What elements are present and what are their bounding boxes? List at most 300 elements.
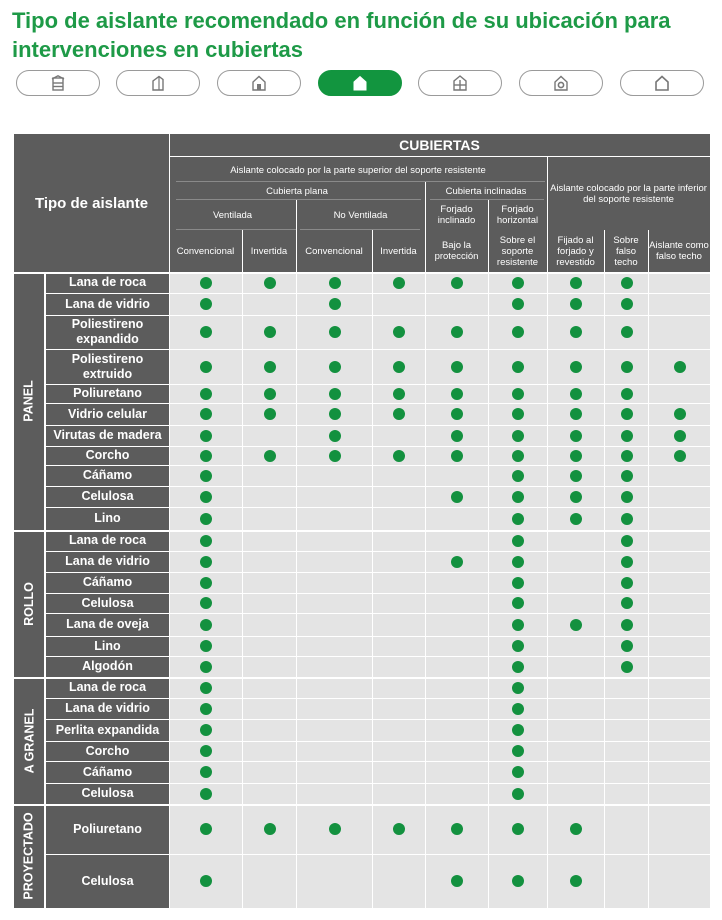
table-cell bbox=[547, 384, 604, 403]
recommended-dot bbox=[512, 513, 524, 525]
recommended-dot bbox=[264, 361, 276, 373]
table-cell bbox=[242, 315, 296, 349]
table-cell bbox=[488, 677, 547, 698]
table-cell bbox=[547, 425, 604, 446]
table-cell bbox=[169, 741, 242, 761]
table-cell bbox=[296, 636, 372, 656]
recommended-dot bbox=[200, 470, 212, 482]
recommended-dot bbox=[674, 361, 686, 373]
table-cell bbox=[425, 403, 488, 425]
table-cell bbox=[242, 698, 296, 719]
recommended-dot bbox=[264, 277, 276, 289]
table-cell bbox=[604, 854, 648, 908]
recommended-dot bbox=[329, 326, 341, 338]
recommended-dot bbox=[329, 430, 341, 442]
table-cell bbox=[648, 677, 710, 698]
recommended-dot bbox=[512, 788, 524, 800]
table-cell bbox=[169, 593, 242, 613]
column-header: Invertida bbox=[242, 230, 296, 272]
recommended-dot bbox=[264, 408, 276, 420]
table-cell bbox=[372, 486, 425, 507]
table-cell bbox=[604, 636, 648, 656]
table-cell bbox=[547, 656, 604, 677]
recommended-dot bbox=[200, 823, 212, 835]
table-cell bbox=[169, 551, 242, 572]
row-label: Lino bbox=[46, 507, 169, 530]
recommended-dot bbox=[512, 682, 524, 694]
table-cell bbox=[372, 741, 425, 761]
recommended-dot bbox=[200, 361, 212, 373]
recommended-dot bbox=[200, 326, 212, 338]
table-cell bbox=[488, 593, 547, 613]
table-cell bbox=[296, 384, 372, 403]
table-cell bbox=[648, 761, 710, 783]
table-cell bbox=[242, 741, 296, 761]
table-cell bbox=[372, 854, 425, 908]
table-cell bbox=[488, 636, 547, 656]
row-divider bbox=[46, 741, 710, 742]
table-cell bbox=[242, 507, 296, 530]
row-label: Poliestireno expandido bbox=[46, 315, 169, 349]
table-cell bbox=[425, 315, 488, 349]
table-cell bbox=[488, 465, 547, 486]
recommended-dot bbox=[451, 875, 463, 887]
table-cell bbox=[547, 761, 604, 783]
table-cell bbox=[604, 465, 648, 486]
recommended-dot bbox=[451, 326, 463, 338]
table-cell bbox=[169, 636, 242, 656]
table-cell bbox=[372, 446, 425, 465]
table-cell bbox=[242, 719, 296, 741]
table-cell bbox=[547, 551, 604, 572]
row-label: Cáñamo bbox=[46, 572, 169, 593]
recommended-dot bbox=[621, 450, 633, 462]
recommended-dot bbox=[393, 823, 405, 835]
table-cell bbox=[296, 854, 372, 908]
recommended-dot bbox=[451, 277, 463, 289]
recommended-dot bbox=[451, 491, 463, 503]
row-divider bbox=[46, 593, 710, 594]
table-cell bbox=[372, 593, 425, 613]
table-cell bbox=[242, 530, 296, 551]
table-cell bbox=[648, 656, 710, 677]
table-cell bbox=[296, 403, 372, 425]
table-cell bbox=[648, 741, 710, 761]
table-cell bbox=[372, 551, 425, 572]
table-cell bbox=[296, 293, 372, 315]
row-label: Lana de roca bbox=[46, 272, 169, 293]
table-cell bbox=[296, 446, 372, 465]
table-cell bbox=[169, 446, 242, 465]
table-cell bbox=[372, 761, 425, 783]
recommended-dot bbox=[621, 277, 633, 289]
table-cell bbox=[604, 677, 648, 698]
table-cell bbox=[242, 593, 296, 613]
table-cell bbox=[547, 272, 604, 293]
recommended-dot bbox=[451, 361, 463, 373]
table-cell bbox=[547, 403, 604, 425]
recommended-dot bbox=[200, 875, 212, 887]
column-header: Convencional bbox=[169, 230, 242, 272]
recommended-dot bbox=[512, 724, 524, 736]
table-cell bbox=[604, 698, 648, 719]
recommended-dot bbox=[621, 326, 633, 338]
recommended-dot bbox=[329, 450, 341, 462]
row-label: Poliuretano bbox=[46, 384, 169, 403]
table-cell bbox=[604, 613, 648, 636]
table-cell bbox=[296, 315, 372, 349]
table-cell bbox=[296, 593, 372, 613]
recommended-dot bbox=[200, 277, 212, 289]
group-label-text: A GRANEL bbox=[22, 708, 37, 773]
table-cell bbox=[648, 486, 710, 507]
row-label: Poliuretano bbox=[46, 804, 169, 854]
recommended-dot bbox=[512, 450, 524, 462]
table-cell bbox=[488, 425, 547, 446]
table-cell bbox=[547, 486, 604, 507]
recommended-dot bbox=[621, 597, 633, 609]
row-label: Lana de roca bbox=[46, 677, 169, 698]
row-divider bbox=[46, 761, 710, 762]
recommended-dot bbox=[200, 703, 212, 715]
column-header: Invertida bbox=[372, 230, 425, 272]
row-label: Celulosa bbox=[46, 593, 169, 613]
column-header: Convencional bbox=[296, 230, 372, 272]
table-cell bbox=[648, 315, 710, 349]
table-cell bbox=[169, 530, 242, 551]
row-label: Perlita expandida bbox=[46, 719, 169, 741]
table-cell bbox=[296, 272, 372, 293]
row-label: Algodón bbox=[46, 656, 169, 677]
group-label bbox=[14, 272, 44, 530]
table-cell bbox=[547, 741, 604, 761]
header-no-ventilada: No Ventilada bbox=[296, 200, 425, 230]
table-cell bbox=[372, 636, 425, 656]
recommended-dot bbox=[200, 430, 212, 442]
table-cell bbox=[604, 783, 648, 804]
header-ventilada: Ventilada bbox=[169, 200, 296, 230]
group-label bbox=[14, 677, 44, 804]
recommended-dot bbox=[621, 430, 633, 442]
table-cell bbox=[169, 656, 242, 677]
row-label: Lana de vidrio bbox=[46, 551, 169, 572]
recommended-dot bbox=[512, 535, 524, 547]
recommended-dot bbox=[451, 408, 463, 420]
recommended-dot bbox=[621, 535, 633, 547]
divider bbox=[648, 230, 649, 272]
recommended-dot bbox=[451, 430, 463, 442]
table-cell bbox=[604, 403, 648, 425]
table-cell bbox=[242, 403, 296, 425]
row-divider bbox=[46, 349, 710, 350]
table-cell bbox=[547, 446, 604, 465]
table-cell bbox=[547, 572, 604, 593]
table-cell bbox=[425, 593, 488, 613]
table-cell bbox=[425, 854, 488, 908]
table-cell bbox=[604, 507, 648, 530]
recommended-dot bbox=[512, 326, 524, 338]
recommended-dot bbox=[451, 823, 463, 835]
recommended-dot bbox=[393, 277, 405, 289]
recommended-dot bbox=[570, 491, 582, 503]
row-divider bbox=[46, 403, 710, 404]
row-divider bbox=[46, 384, 710, 385]
recommended-dot bbox=[570, 430, 582, 442]
table-cell bbox=[648, 636, 710, 656]
recommended-dot bbox=[512, 556, 524, 568]
recommended-dot bbox=[451, 388, 463, 400]
recommended-dot bbox=[621, 298, 633, 310]
table-cell bbox=[169, 804, 242, 854]
recommended-dot bbox=[570, 875, 582, 887]
table-cell bbox=[648, 293, 710, 315]
table-cell bbox=[372, 719, 425, 741]
recommended-dot bbox=[393, 450, 405, 462]
column-header: Bajo la protección bbox=[425, 230, 488, 272]
table-cell bbox=[604, 551, 648, 572]
table-cell bbox=[604, 486, 648, 507]
recommended-dot bbox=[512, 430, 524, 442]
row-divider bbox=[46, 698, 710, 699]
recommended-dot bbox=[512, 491, 524, 503]
recommended-dot bbox=[621, 470, 633, 482]
table-cell bbox=[296, 572, 372, 593]
recommended-dot bbox=[674, 450, 686, 462]
recommended-dot bbox=[264, 388, 276, 400]
divider bbox=[430, 199, 544, 200]
table-cell bbox=[488, 804, 547, 854]
row-divider bbox=[46, 854, 710, 855]
row-label: Lana de vidrio bbox=[46, 293, 169, 315]
table-cell bbox=[547, 349, 604, 384]
table-cell bbox=[604, 272, 648, 293]
table-cell bbox=[488, 572, 547, 593]
table-cell bbox=[169, 854, 242, 908]
table-cell bbox=[604, 530, 648, 551]
table-cell bbox=[242, 636, 296, 656]
row-label: Poliestireno extruido bbox=[46, 349, 169, 384]
table-cell bbox=[547, 804, 604, 854]
table-cell bbox=[604, 384, 648, 403]
recommended-dot bbox=[200, 661, 212, 673]
table-cell bbox=[604, 804, 648, 854]
table-cell bbox=[604, 425, 648, 446]
table-cell bbox=[296, 486, 372, 507]
table-cell bbox=[372, 698, 425, 719]
table-cell bbox=[169, 719, 242, 741]
row-divider bbox=[46, 315, 710, 316]
table-cell bbox=[425, 293, 488, 315]
table-cell bbox=[296, 656, 372, 677]
table-cell bbox=[242, 613, 296, 636]
table-cell bbox=[169, 486, 242, 507]
table-cell bbox=[648, 349, 710, 384]
recommended-dot bbox=[264, 450, 276, 462]
table-cell bbox=[648, 507, 710, 530]
column-header: Sobre el soporte resistente bbox=[488, 230, 547, 272]
table-cell bbox=[425, 572, 488, 593]
divider bbox=[372, 230, 373, 272]
row-divider bbox=[46, 636, 710, 637]
recommended-dot bbox=[570, 326, 582, 338]
table-cell bbox=[604, 719, 648, 741]
table-cell bbox=[372, 530, 425, 551]
table-cell bbox=[488, 551, 547, 572]
table-cell bbox=[169, 507, 242, 530]
row-divider bbox=[46, 613, 710, 614]
table-cell bbox=[296, 783, 372, 804]
table-cell bbox=[547, 507, 604, 530]
table-cell bbox=[604, 446, 648, 465]
recommended-dot bbox=[570, 361, 582, 373]
recommended-dot bbox=[200, 724, 212, 736]
recommended-dot bbox=[329, 277, 341, 289]
table-cell bbox=[547, 783, 604, 804]
recommended-dot bbox=[451, 556, 463, 568]
table-cell bbox=[242, 446, 296, 465]
table-cell bbox=[648, 551, 710, 572]
recommended-dot bbox=[512, 470, 524, 482]
table-cell bbox=[296, 741, 372, 761]
table-cell bbox=[425, 698, 488, 719]
table-cell bbox=[604, 349, 648, 384]
table-cell bbox=[648, 572, 710, 593]
table-cell bbox=[372, 572, 425, 593]
table-cell bbox=[648, 698, 710, 719]
table-cell bbox=[296, 698, 372, 719]
recommended-dot bbox=[200, 408, 212, 420]
recommended-dot bbox=[451, 450, 463, 462]
table-cell bbox=[242, 572, 296, 593]
table-cell bbox=[488, 613, 547, 636]
table-cell bbox=[372, 465, 425, 486]
row-divider bbox=[46, 425, 710, 426]
table-cell bbox=[372, 349, 425, 384]
table-cell bbox=[296, 425, 372, 446]
divider bbox=[176, 229, 296, 230]
table-cell bbox=[488, 656, 547, 677]
row-divider bbox=[46, 783, 710, 784]
table-cell bbox=[425, 804, 488, 854]
table-cell bbox=[372, 677, 425, 698]
header-cubierta-inclinadas: Cubierta inclinadas bbox=[425, 182, 547, 200]
table-cell bbox=[296, 613, 372, 636]
recommended-dot bbox=[570, 619, 582, 631]
row-label: Celulosa bbox=[46, 783, 169, 804]
recommended-dot bbox=[512, 597, 524, 609]
table-cell bbox=[296, 719, 372, 741]
table-cell bbox=[488, 530, 547, 551]
table-cell bbox=[242, 551, 296, 572]
table-cell bbox=[648, 446, 710, 465]
column-header: Sobre falso techo bbox=[604, 230, 648, 272]
table-cell bbox=[296, 551, 372, 572]
table-cell bbox=[242, 293, 296, 315]
divider bbox=[604, 230, 605, 272]
header-inferior: Aislante colocado por la parte inferior del soporte resistente bbox=[547, 158, 710, 230]
table-cell bbox=[372, 403, 425, 425]
recommended-dot bbox=[264, 823, 276, 835]
recommended-dot bbox=[200, 597, 212, 609]
recommended-dot bbox=[621, 661, 633, 673]
table-cell bbox=[604, 572, 648, 593]
corner-label: Tipo de aislante bbox=[14, 134, 169, 272]
table-cell bbox=[648, 272, 710, 293]
table-cell bbox=[242, 272, 296, 293]
table-cell bbox=[648, 854, 710, 908]
table-cell bbox=[488, 741, 547, 761]
table-cell bbox=[296, 804, 372, 854]
table-cell bbox=[547, 613, 604, 636]
divider bbox=[242, 230, 243, 272]
recommended-dot bbox=[200, 682, 212, 694]
group-divider bbox=[14, 804, 710, 806]
recommended-dot bbox=[200, 640, 212, 652]
table-cell bbox=[547, 719, 604, 741]
table-cell bbox=[372, 613, 425, 636]
table-cell bbox=[296, 349, 372, 384]
row-label: Cáñamo bbox=[46, 465, 169, 486]
table-cell bbox=[169, 677, 242, 698]
table-cell bbox=[372, 384, 425, 403]
recommended-dot bbox=[512, 745, 524, 757]
table-cell bbox=[488, 403, 547, 425]
table-cell bbox=[425, 761, 488, 783]
table-cell bbox=[242, 486, 296, 507]
table-cell bbox=[604, 656, 648, 677]
recommended-dot bbox=[674, 408, 686, 420]
recommended-dot bbox=[570, 823, 582, 835]
table-cell bbox=[425, 719, 488, 741]
table-cell bbox=[372, 293, 425, 315]
table-cell bbox=[372, 507, 425, 530]
recommended-dot bbox=[570, 450, 582, 462]
row-label: Lana de roca bbox=[46, 530, 169, 551]
recommended-dot bbox=[621, 577, 633, 589]
table-cell bbox=[372, 656, 425, 677]
table-cell bbox=[425, 465, 488, 486]
table-cell bbox=[488, 384, 547, 403]
recommended-dot bbox=[329, 823, 341, 835]
row-label: Corcho bbox=[46, 446, 169, 465]
divider bbox=[425, 182, 426, 272]
table-cell bbox=[425, 272, 488, 293]
group-label-text: ROLLO bbox=[22, 581, 36, 626]
column-header: Aislante como falso techo bbox=[648, 230, 710, 272]
table-cell bbox=[169, 425, 242, 446]
divider bbox=[488, 200, 489, 272]
recommended-dot bbox=[570, 470, 582, 482]
table-cell bbox=[242, 349, 296, 384]
table-cell bbox=[648, 719, 710, 741]
recommended-dot bbox=[512, 703, 524, 715]
recommended-dot bbox=[393, 326, 405, 338]
table-cell bbox=[372, 804, 425, 854]
table-cell bbox=[242, 656, 296, 677]
table-cell bbox=[169, 783, 242, 804]
divider bbox=[176, 199, 421, 200]
recommended-dot bbox=[200, 388, 212, 400]
table-cell bbox=[547, 854, 604, 908]
recommended-dot bbox=[200, 556, 212, 568]
table-cell bbox=[648, 403, 710, 425]
table-cell bbox=[648, 804, 710, 854]
table-cell bbox=[242, 425, 296, 446]
recommended-dot bbox=[393, 408, 405, 420]
recommended-dot bbox=[512, 408, 524, 420]
table-cell bbox=[169, 613, 242, 636]
table-cell bbox=[488, 854, 547, 908]
